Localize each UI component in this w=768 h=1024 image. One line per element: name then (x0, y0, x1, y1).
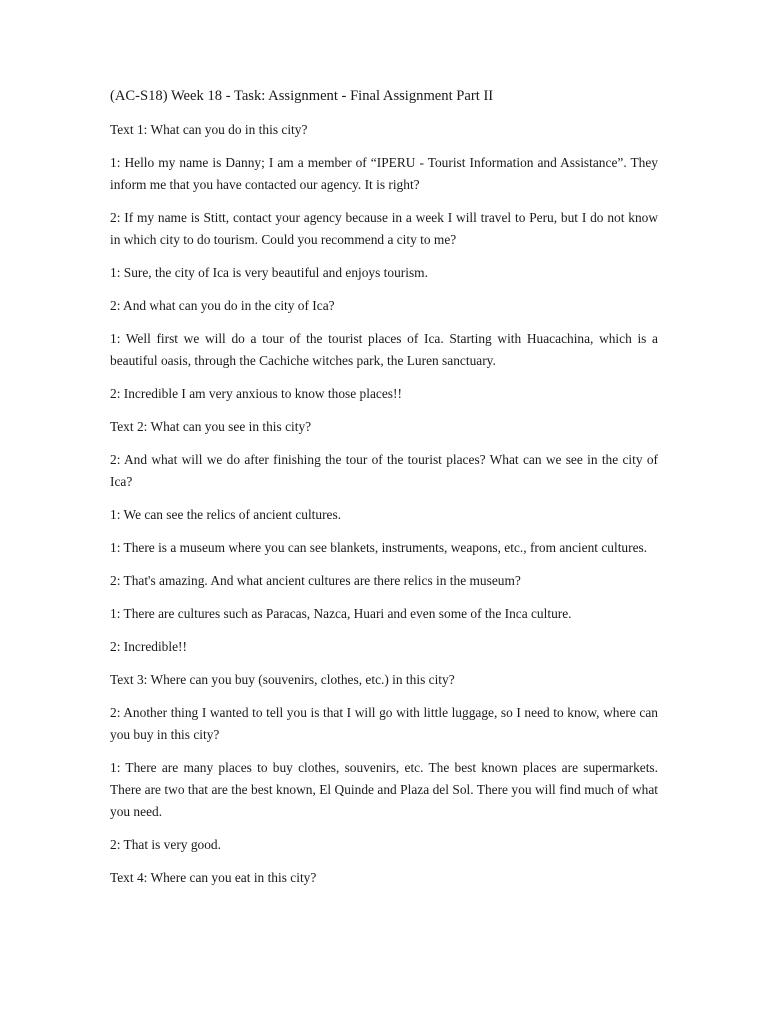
section-heading-text-4: Text 4: Where can you eat in this city? (110, 870, 317, 885)
dialogue-line: 2: And what will we do after finishing the tour of the tourist places? What can we see in the city of Ica? (110, 452, 658, 489)
section-heading-text-3: Text 3: Where can you buy (souvenirs, clothes, etc.) in this city? (110, 672, 455, 687)
dialogue-line: 2: If my name is Stitt, contact your agency because in a week I will travel to Peru, but I do not know in which city to do tourism. Could you recommend a city to me? (110, 210, 658, 247)
dialogue-line: 2: That's amazing. And what ancient cultures are there relics in the museum? (110, 573, 521, 588)
dialogue-line: 1: We can see the relics of ancient cultures. (110, 507, 342, 522)
dialogue-line: 2: Incredible!! (110, 639, 187, 654)
document-title: (AC-S18) Week 18 - Task: Assignment - Final Assignment Part II (110, 88, 494, 104)
dialogue-line: 1: There are many places to buy clothes, souvenirs, etc. The best known places are supermarkets. There are two that are the best known, El Quinde and Plaza del Sol. There you will find much of what you need. (110, 760, 658, 819)
section-heading-text-2: Text 2: What can you see in this city? (110, 419, 312, 434)
dialogue-line: 2: Another thing I wanted to tell you is that I will go with little luggage, so I need to know, where can you buy in this city? (110, 705, 658, 742)
dialogue-line: 2: And what can you do in the city of Ica? (110, 298, 335, 313)
dialogue-line: 1: There are cultures such as Paracas, Nazca, Huari and even some of the Inca culture. (110, 606, 572, 621)
section-heading-text-1: Text 1: What can you do in this city? (110, 122, 308, 137)
dialogue-line: 1: There is a museum where you can see blankets, instruments, weapons, etc., from ancient cultures. (110, 540, 648, 555)
dialogue-line: 1: Sure, the city of Ica is very beautiful and enjoys tourism. (110, 265, 428, 280)
dialogue-line: 2: Incredible I am very anxious to know those places!! (110, 386, 402, 401)
dialogue-line: 1: Well first we will do a tour of the tourist places of Ica. Starting with Huacachina, which is a beautiful oasis, through the Cachiche witches park, the Luren sanctuary. (110, 331, 658, 368)
document-body (110, 85, 658, 900)
dialogue-line: 1: Hello my name is Danny; I am a member of “IPERU - Tourist Information and Assistance”. They inform me that you have contacted our agency. It is right? (110, 155, 658, 192)
dialogue-line: 2: That is very good. (110, 837, 221, 852)
